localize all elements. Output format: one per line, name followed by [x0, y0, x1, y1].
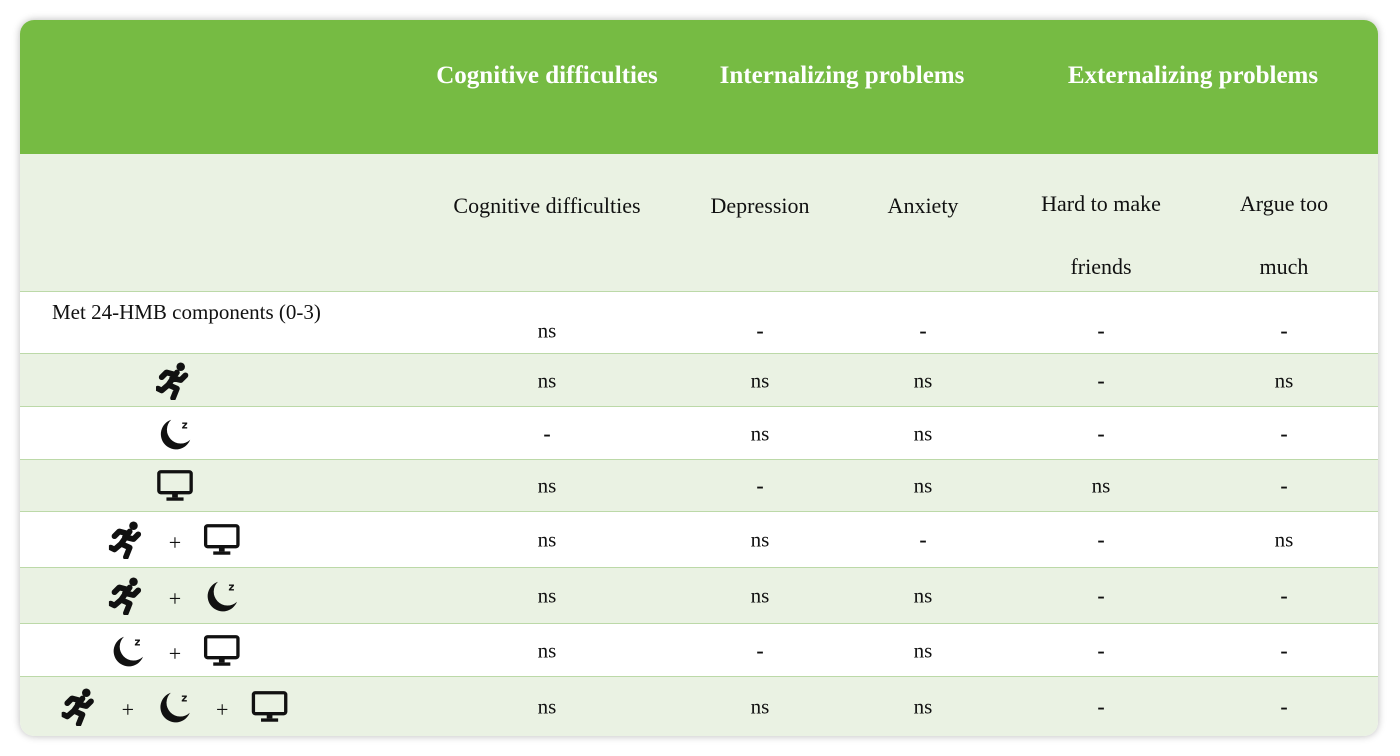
cell-depression: ns — [750, 694, 770, 718]
group-internalizing-problems: Internalizing problems — [719, 62, 965, 89]
col-argue-too-much — [1240, 172, 1328, 298]
cell-argue: - — [1280, 693, 1288, 719]
table-row — [20, 624, 1378, 677]
plus-sign: + — [121, 696, 134, 722]
row-label-icons — [156, 415, 194, 453]
plus-sign: + — [168, 640, 182, 666]
computer-monitor-icon — [156, 467, 194, 505]
row-label-icons — [156, 362, 194, 400]
col-anxiety: Anxiety — [887, 193, 959, 218]
subheader-row — [20, 154, 1378, 292]
results-table — [20, 20, 1378, 736]
cell-friends: ns — [1091, 473, 1111, 498]
table-row — [20, 460, 1378, 512]
cell-anxiety: - — [919, 527, 927, 552]
cell-argue: ns — [1274, 368, 1294, 392]
cell-friends: - — [1097, 420, 1105, 446]
cell-friends: - — [1097, 693, 1105, 719]
group-externalizing-problems: Externalizing problems — [1067, 62, 1319, 89]
cell-cognitive: ns — [537, 473, 557, 498]
cell-cognitive: ns — [537, 638, 557, 662]
computer-monitor-icon — [250, 688, 288, 726]
cell-cognitive: ns — [537, 527, 557, 552]
cell-anxiety: ns — [913, 368, 933, 392]
plus-sign: + — [216, 696, 229, 722]
cell-anxiety: ns — [913, 473, 933, 498]
crescent-moon-sleep-icon — [109, 632, 147, 670]
cell-anxiety: ns — [913, 638, 933, 662]
row-label-icons — [109, 632, 241, 670]
col-hard-to-make-friends-line1: Hard to make — [1041, 191, 1161, 216]
cell-argue: - — [1280, 318, 1288, 343]
cell-depression: ns — [750, 421, 770, 445]
crescent-moon-sleep-icon — [203, 577, 241, 615]
cell-depression: ns — [750, 368, 770, 392]
cell-depression: - — [756, 318, 764, 343]
running-person-icon — [62, 688, 100, 726]
col-cognitive-difficulties: Cognitive difficulties — [453, 193, 641, 218]
col-hard-to-make-friends-line2: friends — [1070, 254, 1132, 279]
row-label-components: Met 24-HMB components (0-3) — [52, 300, 321, 324]
cell-friends: - — [1097, 637, 1105, 663]
crescent-moon-sleep-icon — [156, 688, 194, 726]
cell-friends: - — [1097, 527, 1105, 552]
computer-monitor-icon — [203, 521, 241, 559]
cell-argue: - — [1280, 637, 1288, 663]
cell-friends: - — [1097, 367, 1105, 393]
cell-anxiety: - — [919, 318, 927, 343]
col-argue-too-much-line2: much — [1259, 254, 1309, 279]
computer-monitor-icon — [203, 632, 241, 670]
plus-sign: + — [168, 586, 182, 611]
cell-cognitive: ns — [537, 368, 557, 392]
group-cognitive-difficulties: Cognitive difficulties — [436, 62, 658, 89]
table-row — [20, 568, 1378, 624]
cell-cognitive: ns — [537, 318, 557, 343]
cell-depression: ns — [750, 527, 770, 552]
cell-friends: - — [1097, 583, 1105, 608]
cell-depression: ns — [750, 583, 770, 608]
cell-cognitive: - — [543, 420, 551, 446]
cell-anxiety: ns — [913, 421, 933, 445]
running-person-icon — [109, 521, 147, 559]
cell-anxiety: ns — [913, 694, 933, 718]
cell-friends: - — [1097, 318, 1105, 343]
col-argue-too-much-line1: Argue too — [1239, 191, 1329, 216]
cell-argue: - — [1280, 583, 1288, 608]
table-row — [20, 292, 1378, 354]
table-row — [20, 407, 1378, 460]
cell-cognitive: ns — [537, 694, 557, 718]
cell-depression: - — [756, 637, 764, 663]
cell-cognitive: ns — [537, 583, 557, 608]
group-header-row — [20, 20, 1378, 154]
cell-argue: ns — [1274, 527, 1294, 552]
row-label-icons — [109, 577, 241, 615]
row-label-icons — [156, 467, 194, 505]
col-hard-to-make-friends — [1041, 172, 1161, 298]
cell-anxiety: ns — [913, 583, 933, 608]
col-depression: Depression — [710, 193, 810, 218]
table-row — [20, 354, 1378, 407]
row-label-icons — [109, 521, 241, 559]
cell-argue: - — [1280, 420, 1288, 446]
table-row — [20, 512, 1378, 568]
plus-sign: + — [168, 530, 182, 555]
running-person-icon — [109, 577, 147, 615]
cell-depression: - — [756, 473, 764, 498]
row-label-icons — [62, 688, 289, 726]
running-person-icon — [156, 362, 194, 400]
cell-argue: - — [1280, 473, 1288, 498]
crescent-moon-sleep-icon — [156, 415, 194, 453]
table-row — [20, 677, 1378, 736]
